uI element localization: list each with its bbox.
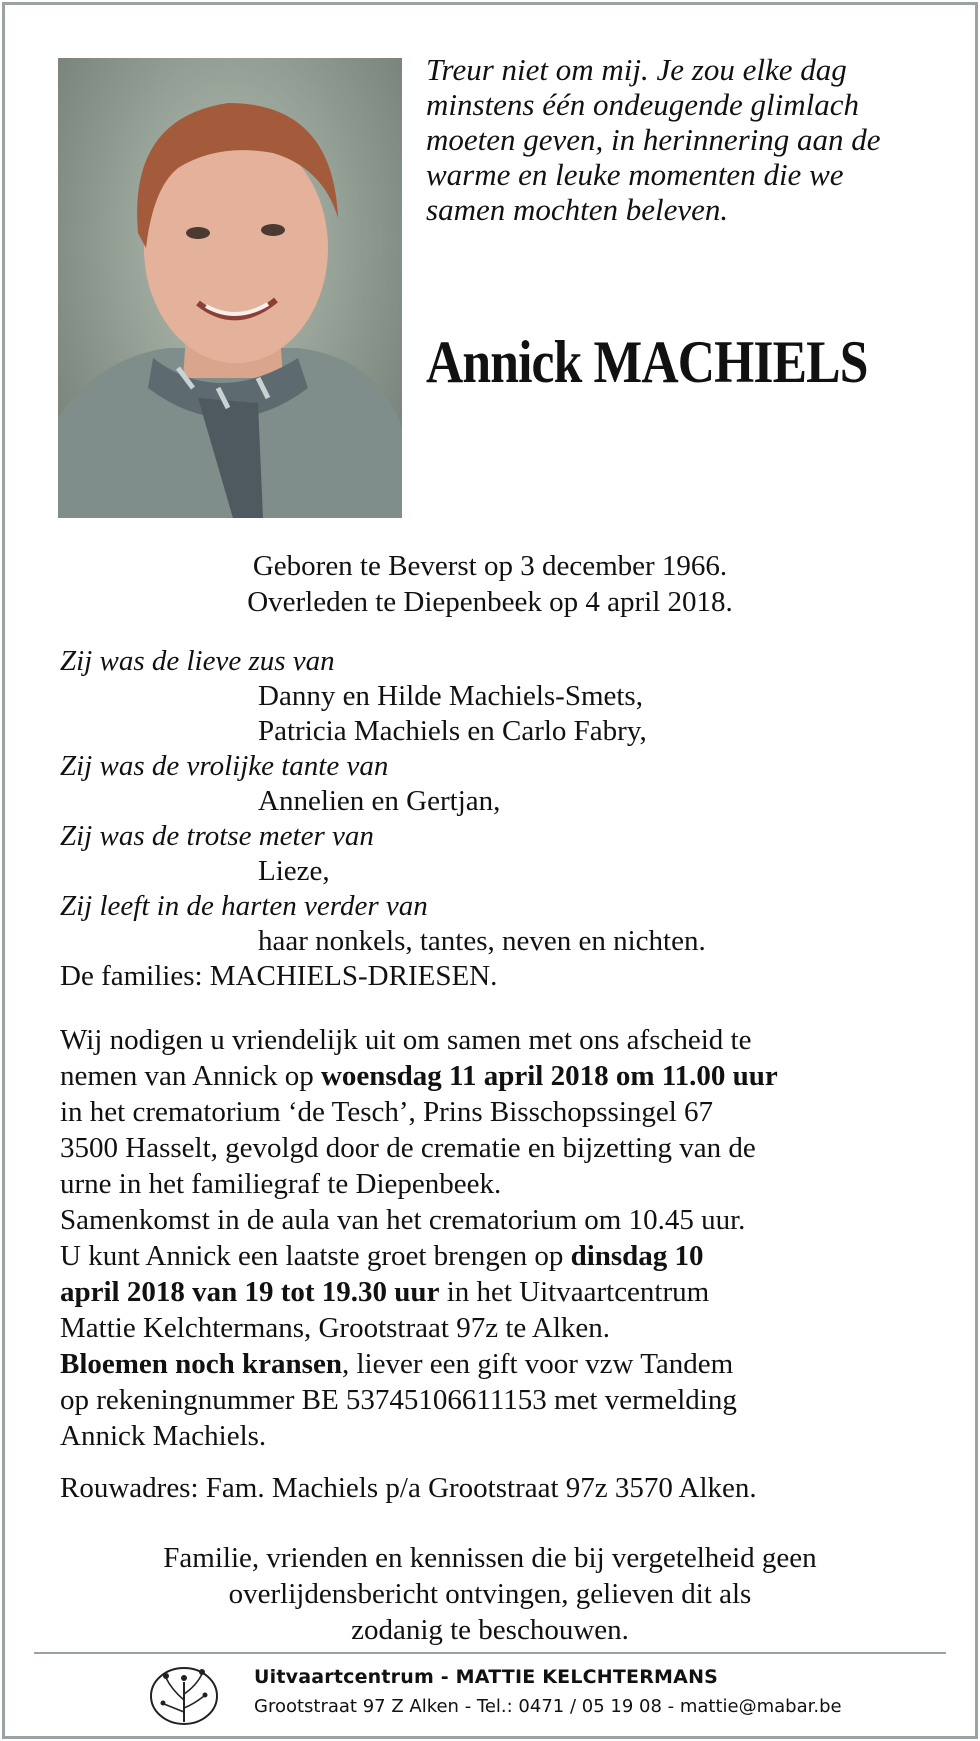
- invitation-line: in het crematorium ‘de Tesch’, Prins Bisschopssingel 67: [60, 1096, 714, 1128]
- invitation-line: april 2018 van 19 tot 19.30 uur in het Uitvaartcentrum: [60, 1276, 710, 1308]
- funeral-home-logo: [148, 1660, 220, 1728]
- poem: [426, 52, 946, 227]
- funeral-home-name: Uitvaartcentrum - MATTIE KELCHTERMANS: [254, 1666, 719, 1688]
- invitation-line: 3500 Hasselt, gevolgd door de crematie en bijzetting van de: [60, 1132, 756, 1164]
- invitation-line: Bloemen noch kransen, liever een gift voor vzw Tandem: [60, 1348, 734, 1380]
- closing-line: zodanig te beschouwen.: [351, 1614, 629, 1646]
- family-section: [60, 644, 940, 994]
- invitation-line: op rekeningnummer BE 53745106611153 met vermelding: [60, 1384, 737, 1416]
- deceased-name: Annick MACHIELS: [426, 329, 868, 395]
- death-line: Overleden te Diepenbeek op 4 april 2018.: [247, 586, 733, 618]
- visitation-date: dinsdag 10: [570, 1240, 704, 1272]
- closing-line: overlijdensbericht ontvingen, gelieven dit als: [228, 1578, 752, 1610]
- family-names: Annelien en Gertjan,: [258, 785, 501, 817]
- invitation-line: Mattie Kelchtermans, Grootstraat 97z te Alken.: [60, 1312, 611, 1344]
- family-names: Danny en Hilde Machiels-Smets,: [258, 680, 643, 712]
- ceremony-date: woensdag 11 april 2018 om 11.00 uur: [320, 1060, 778, 1092]
- family-intro: Zij was de lieve zus van: [60, 645, 335, 677]
- family-names: haar nonkels, tantes, neven en nichten.: [258, 925, 706, 957]
- poem-line: samen mochten beleven.: [426, 192, 729, 227]
- mourning-address: Rouwadres: Fam. Machiels p/a Grootstraat 97z 3570 Alken.: [60, 1472, 757, 1504]
- footer-divider: [34, 1652, 946, 1654]
- family-names: Patricia Machiels en Carlo Fabry,: [258, 715, 647, 747]
- closing-line: Familie, vrienden en kennissen die bij vergetelheid geen: [163, 1542, 817, 1574]
- life-dates: [0, 548, 980, 620]
- family-intro: Zij was de vrolijke tante van: [60, 750, 389, 782]
- invitation-line: Wij nodigen u vriendelijk uit om samen met ons afscheid te: [60, 1024, 752, 1056]
- poem-line: minstens één ondeugende glimlach: [426, 87, 860, 122]
- families-line: De families: MACHIELS-DRIESEN.: [60, 960, 498, 992]
- family-intro: Zij leeft in de harten verder van: [60, 890, 428, 922]
- invitation-line: Annick Machiels.: [60, 1420, 267, 1452]
- family-names: Lieze,: [258, 855, 330, 887]
- poem-line: Treur niet om mij. Je zou elke dag: [426, 52, 847, 87]
- portrait-photo: [58, 58, 402, 518]
- invitation-line: Samenkomst in de aula van het crematorium om 10.45 uur.: [60, 1204, 746, 1236]
- closing-note: [0, 1540, 980, 1648]
- family-intro: Zij was de trotse meter van: [60, 820, 374, 852]
- visitation-time: april 2018 van 19 tot 19.30 uur: [60, 1276, 440, 1308]
- invitation-line: urne in het familiegraf te Diepenbeek.: [60, 1168, 502, 1200]
- poem-line: warme en leuke momenten die we: [426, 157, 844, 192]
- no-flowers: Bloemen noch kransen: [60, 1348, 342, 1380]
- poem-line: moeten geven, in herinnering aan de: [426, 122, 881, 157]
- invitation-line: U kunt Annick een laatste groet brengen op dinsdag 10: [60, 1240, 704, 1272]
- invitation-line: nemen van Annick op woensdag 11 april 2018 om 11.00 uur: [60, 1060, 778, 1092]
- funeral-home-contact: Grootstraat 97 Z Alken - Tel.: 0471 / 05 19 08 - mattie@mabar.be: [254, 1696, 842, 1717]
- invitation: [60, 1022, 940, 1454]
- birth-line: Geboren te Beverst op 3 december 1966.: [252, 550, 728, 582]
- funeral-home-info: [254, 1666, 842, 1717]
